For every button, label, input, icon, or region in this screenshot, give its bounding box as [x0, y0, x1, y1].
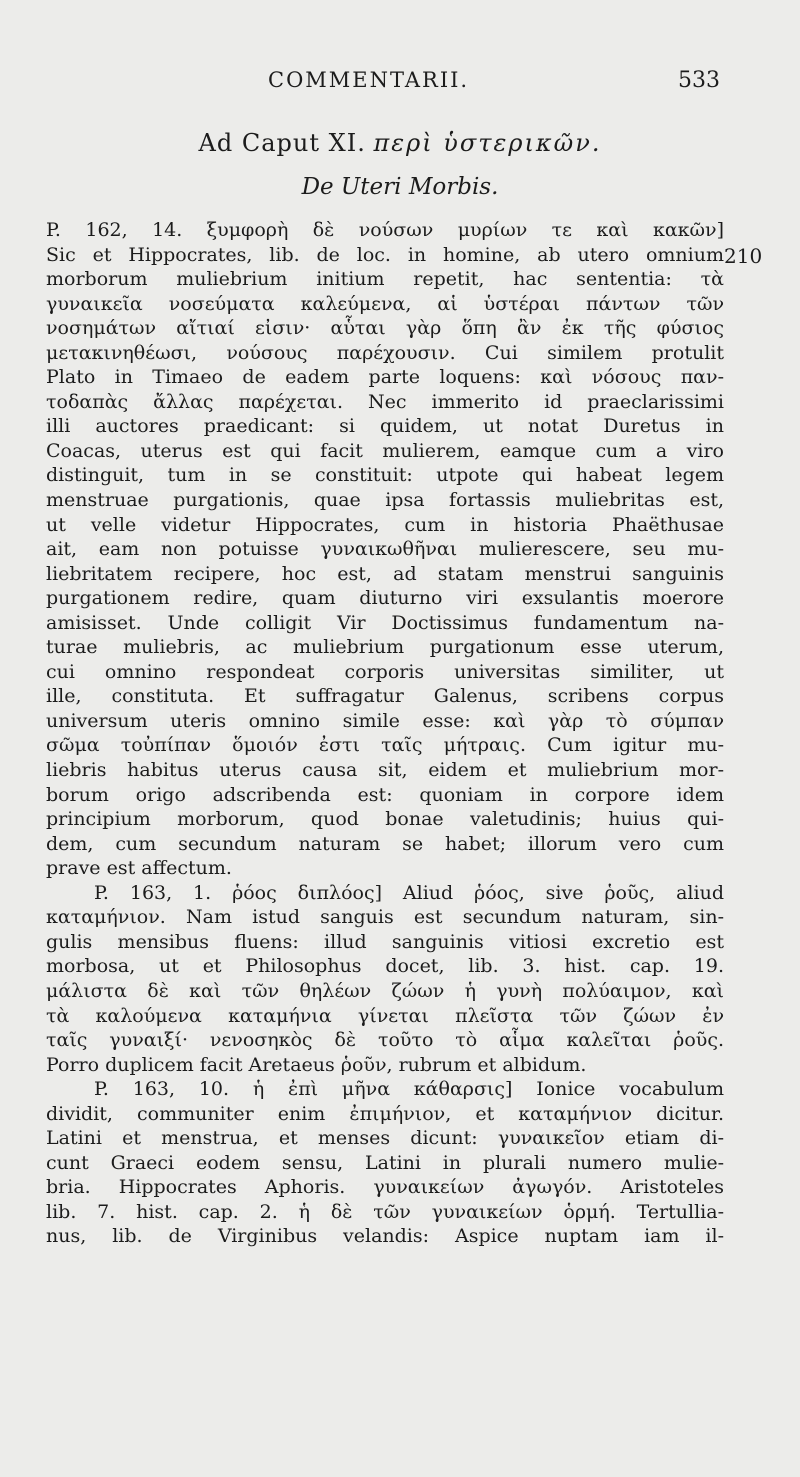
text-line: τοδαπὰς ἄλλας παρέχεται. Nec immerito id praeclarissimi — [46, 390, 724, 413]
text-line: νοσημάτων αἴτιαί εἰσιν· αὗται γὰρ ὅπη ἂν ἐκ τῆς φύσιος — [46, 317, 724, 340]
text-line: P. 163, 1. ῥόος διπλόος] Aliud ῥόος, sive ῥοῦς, aliud — [94, 881, 724, 904]
text-line: dem, cum secundum naturam se habet; illorum vero cum — [46, 832, 724, 855]
margin-number: 210 — [724, 244, 763, 268]
text-line: ait, eam non potuisse γυναικωθῆναι mulierescere, seu mu- — [46, 538, 724, 561]
text-line: cui omnino respondeat corporis universitas similiter, ut — [46, 660, 724, 683]
text-line: μάλιστα δὲ καὶ τῶν θηλέων ζώων ἡ γυνὴ πολύαιμον, καὶ — [46, 979, 724, 1002]
text-line: καταμήνιον. Nam istud sanguis est secundum naturam, sin- — [46, 906, 724, 929]
text-line: P. 162, 14. ξυμφορὴ δὲ νούσων μυρίων τε καὶ κακῶν] — [46, 219, 724, 241]
text-line: γυναικεῖα νοσεύματα καλεύμενα, αἱ ὑστέραι πάντων τῶν — [46, 292, 724, 315]
text-line: purgationem redire, quam diuturno viri exsulantis moerore — [46, 587, 724, 610]
text-line: nus, lib. de Virginibus velandis: Aspice nuptam iam il- — [46, 1225, 724, 1248]
text-line: amisisset. Unde colligit Vir Doctissimus fundamentum na- — [46, 611, 724, 634]
page-header — [0, 68, 800, 108]
text-line: μετακινηθέωσι, νούσους παρέχουσιν. Cui similem protulit — [46, 341, 724, 364]
text-line: ille, constituta. Et suffragatur Galenus, scribens corpus — [46, 685, 724, 708]
text-line: Coacas, uterus est qui facit mulierem, eamque cum a viro — [46, 439, 724, 462]
text-line: turae muliebris, ac muliebrium purgationum esse uterum, — [46, 636, 724, 659]
text-line: ut velle videtur Hippocrates, cum in historia Phaëthusae — [46, 513, 724, 536]
text-line: dividit, communiter enim ἐπιμήνιον, et καταμήνιον dicitur. — [46, 1102, 724, 1125]
text-line: τὰ καλούμενα καταμήνια γίνεται πλεῖστα τῶν ζώων ἐν — [46, 1004, 724, 1027]
chapter-heading — [0, 128, 800, 158]
text-line: bria. Hippocrates Aphoris. γυναικείων ἀγωγόν. Aristoteles — [46, 1176, 724, 1199]
chapter-greek-title: περὶ ὑστερικῶν. — [373, 129, 602, 157]
text-line: morbosa, ut et Philosophus docet, lib. 3. hist. cap. 19. — [46, 955, 724, 978]
text-line: Latini et menstrua, et menses dicunt: γυναικεῖον etiam di- — [46, 1127, 724, 1150]
text-line: liebris habitus uterus causa sit, eidem et muliebrium mor- — [46, 759, 724, 782]
text-line: principium morborum, quod bonae valetudinis; huius qui- — [46, 808, 724, 831]
text-line: ταῖς γυναιξί· νενοσηκὸς δὲ τοῦτο τὸ αἷμα καλεῖται ῥοῦς. — [46, 1029, 724, 1052]
text-line: Porro duplicem facit Aretaeus ῥοῦν, rubrum et albidum. — [46, 1053, 587, 1076]
text-line: Sic et Hippocrates, lib. de loc. in homine, ab utero omnium — [46, 243, 724, 266]
text-line: menstruae purgationis, quae ipsa fortassis muliebritas est, — [46, 489, 724, 512]
chapter-title: Ad Caput XI. — [198, 129, 366, 157]
text-line: P. 163, 10. ἡ ἐπὶ μῆνα κάθαρσις] Ionice vocabulum — [94, 1078, 724, 1101]
text-line: illi auctores praedicant: si quidem, ut notat Duretus in — [46, 415, 724, 438]
text-line: morborum muliebrium initium repetit, hac sententia: τὰ — [46, 268, 724, 291]
commentary-text — [46, 218, 724, 1249]
text-line: borum origo adscribenda est: quoniam in corpore idem — [46, 783, 724, 806]
running-title: COMMENTARII. — [268, 68, 470, 92]
text-line: liebritatem recipere, hoc est, ad statam menstrui sanguinis — [46, 562, 724, 585]
text-line: lib. 7. hist. cap. 2. ἡ δὲ τῶν γυναικείων ὁρμή. Tertullia- — [46, 1200, 724, 1223]
chapter-subtitle: De Uteri Morbis. — [301, 174, 499, 200]
text-line: universum uteris omnino simile esse: καὶ γὰρ τὸ σύμπαν — [46, 709, 724, 732]
text-line: prave est affectum. — [46, 857, 232, 880]
page-number: 533 — [678, 68, 720, 93]
text-line: σῶμα τοὐπίπαν ὅμοιόν ἐστι ταῖς μήτραις. Cum igitur mu- — [46, 734, 724, 757]
text-line: cunt Graeci eodem sensu, Latini in plurali numero mulie- — [46, 1151, 724, 1174]
text-line: gulis mensibus fluens: illud sanguinis vitiosi excretio est — [46, 930, 724, 953]
text-line: distinguit, tum in se constituit: utpote qui habeat legem — [46, 464, 724, 487]
text-line: Plato in Timaeo de eadem parte loquens: καὶ νόσους παν- — [46, 366, 724, 389]
